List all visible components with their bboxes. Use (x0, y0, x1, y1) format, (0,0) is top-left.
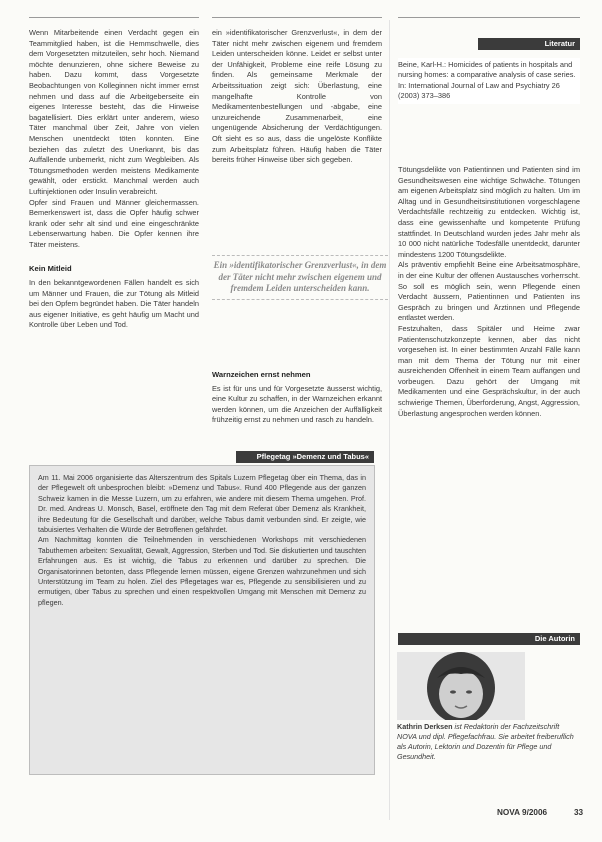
sidebar-text (398, 165, 580, 419)
heading-warnzeichen: Warnzeichen ernst nehmen (212, 370, 311, 379)
column-middle-paragraph-1: ein »identifikatorischer Grenzverlust«, in dem der Täter nicht mehr zwischen eigenem und fremdem Leiden unterscheiden könne. Leidet er selbst unter der Unfähigkeit, Probleme eine reife Lösung zu finden. Als gemeinsame Merkmale der Arbeitssituation zeigt sich: Überlastung, eine mangelhafte Kontrolle von Medikamentenbestellungen und -abgabe, eine unzureichende Zusammenarbeit, eine ungenügende Absicherung der Verdächtigungen. Oft sieht es so aus, dass die ungelöste Konflikte zum Arbeitsplatz führen. Häufig haben die Täter bereits früher Hinweise über sich gegeben. (212, 28, 382, 165)
autorin-label: Die Autorin (398, 633, 580, 645)
sidebar-divider (389, 20, 390, 820)
top-rule-right (398, 17, 580, 18)
column-left (29, 28, 199, 331)
literatur-label: Literatur (478, 38, 580, 50)
author-description: ist Redaktorin der Fachzeitschrift NOVA und dipl. Pflegefachfrau. Sie arbeitet freiberuflich als Autorin, Lektorin und Dozentin für Pflege und Gesundheit. (397, 722, 574, 761)
top-rule-left (29, 17, 199, 18)
column-middle (212, 28, 382, 166)
panel-paragraph-2: Am Nachmittag konnten die Teilnehmenden in verschiedenen Workshops mit verschiedenen Tabuthemen arbeiten: Sexualität, Gewalt, Aggression, Sterben und Tod. Sie diskutierten und tauschten Erfahrungen aus. Es ist wichtig, die Tabus zu erkennen und darüber zu sprechen. Die Organisatorinnen betonten, dass Pflegende lernen müssen, eigene Grenzen wahrzunehmen und sich Unterstützung im Team zu holen. Ziel des Pflegetages war es, Pflegende zu sensibilisieren und zu ermutigen, über Tabus zu sprechen und einen respektvollen Umgang mit Menschen mit Demenz zu pflegen. (38, 535, 366, 607)
author-photo (397, 652, 525, 720)
author-bio (397, 722, 577, 762)
author-name: Kathrin Derksen (397, 722, 453, 731)
pflegetag-label: Pflegetag »Demenz und Tabus« (236, 451, 374, 463)
column-left-paragraph-3: In den bekanntgewordenen Fällen handelt es sich um Männer und Frauen, die zur Tötung als Mitleid bei den Opfern begründet haben. Die Täter handeln aus eigener Initiative, es geht häufig um Macht und Kontrolle über Leben und Tod. (29, 278, 199, 330)
sidebar-paragraph-3: Festzuhalten, dass Spitäler und Heime zwar Patientenschutzkonzepte kennen, aber das nicht vorgesehen ist. In einer bestimmten Anzahl Fälle kann man mit dem Thema der Tötung nur mit einer ausreichenden Offenheit in einem Team auffangen und vorbeugen. Dazu gehört der Umgang mit Medikamenten und eine Gesprächskultur, in der auch schwierige Themen, Überforderung, Angst, Aggression, Überlastung angesprochen werden können. (398, 323, 580, 418)
sidebar-paragraph-1: Tötungsdelikte von Patientinnen und Patienten sind im Gesundheitswesen eine wichtige Schwäche. Tötungen am eigenen Arbeitsplatz sind möglich zu halten. Um im Alltag und in Gesundheitsinstitutionen vorgeschlagene Verdachtsfälle rechtzeitig zu entdecken. Wichtig ist, dass eine gewissenhafte und kompetente Prüfung stattfindet. In Deutschland wurden jedes Jahr mehr als 10 000 nicht natürliche Todesfälle unentdeckt, darunter mindestens 1200 Tötungsdelikte. (398, 165, 580, 259)
heading-kein-mitleid: Kein Mitleid (29, 264, 72, 274)
pull-quote: Ein »identifikatorischer Grenzverlust«, in dem der Täter nicht mehr zwischen eigenem und fremdem Leiden unterscheiden kann. (212, 255, 388, 300)
author-portrait-image (397, 652, 525, 720)
top-rule-middle (212, 17, 382, 18)
footer-magazine: NOVA 9/2006 (497, 808, 548, 817)
pflegetag-text (38, 473, 366, 608)
literatur-box (398, 58, 580, 104)
pflegetag-panel (29, 465, 375, 775)
literatur-reference: Beine, Karl-H.: Homicides of patients in hospitals and nursing homes: a comparative analysis of case series. In: International Journal of Law and Psychiatry 26 (2003) 373–386 (398, 60, 576, 101)
sidebar-paragraph-2: Als präventiv empfiehlt Beine eine Arbeitsatmosphäre, in der eine Kultur der offenen Austausches vorherrscht. So soll es möglich sein, wenn Pflegende einen Verdacht äussern, Patientinnen und Patienten ins Gespräch zu bringen und Ärztinnen und Pflegende entlastet werden. (398, 260, 580, 323)
column-left-paragraph-2: Opfer sind Frauen und Männer gleichermassen. Bemerkenswert ist, dass die Opfer häufig schwer krank oder sehr alt sind und eine eingeschränkte Lebenserwartung haben. Die Opfer kennen ihre Täter meistens. (29, 197, 199, 249)
column-middle-lower (212, 370, 382, 426)
footer-page-number: 33 (574, 808, 584, 817)
panel-paragraph-1: Am 11. Mai 2006 organisierte das Alterszentrum des Spitals Luzern Pflegetag über ein Thema, das in der Pflegewelt oft unbesprochen bleibt: »Demenz und Tabus«. Rund 400 Pflegende aus der ganzen Schweiz kamen in die Messe Luzern, um zu erfahren, wie andere mit diesem Thema umgehen. Prof. Dr. med. Andreas U. Monsch, Basel, eröffnete den Tag mit dem Referat über Demenz als Krankheit, ihre Bedeutung für die Gesellschaft und darüber, welche Tabus damit verbunden sind. Er zeigte, wie tabuisiertes Verhalten die Würde der Betroffenen gefährdet. (38, 473, 366, 535)
column-middle-paragraph-2: Es ist für uns und für Vorgesetzte äusserst wichtig, eine Kultur zu schaffen, in der Warnzeichen erkannt werden können, um die Anzeichen der Auffälligkeit frühzeitig ernst zu nehmen und rasch zu handeln. (212, 383, 382, 425)
column-left-paragraph-1: Wenn Mitarbeitende einen Verdacht gegen ein Teammitglied haben, ist die Hemmschwelle, dies dem Vorgesetzten mitzuteilen, sehr hoch. Niemand möchte denunzieren, ohne sichere Beweise zu haben. Dazu kommt, dass Vorgesetzte Beobachtungen von Kolleginnen nicht immer ernst nehmen und dass auf die Arbeitgeberseite ein eigenes Interesse besteht, das die Hinweise bagatellisiert. Dies erklärt unter anderem, wieso Täter manchmal über Zeit, Jahre von vielen Menschen unentdeckt töten konnten. Eine beziehen das zuletzt des Unerkannt, bis das Auffallende unbemerkt, nicht zum Wegbleiben. Als Tötungsmethoden werden meistens Medikamente gewählt, oder erstickt. Manchmal werden auch Luftinjektionen oder Insulin verabreicht. (29, 28, 199, 196)
